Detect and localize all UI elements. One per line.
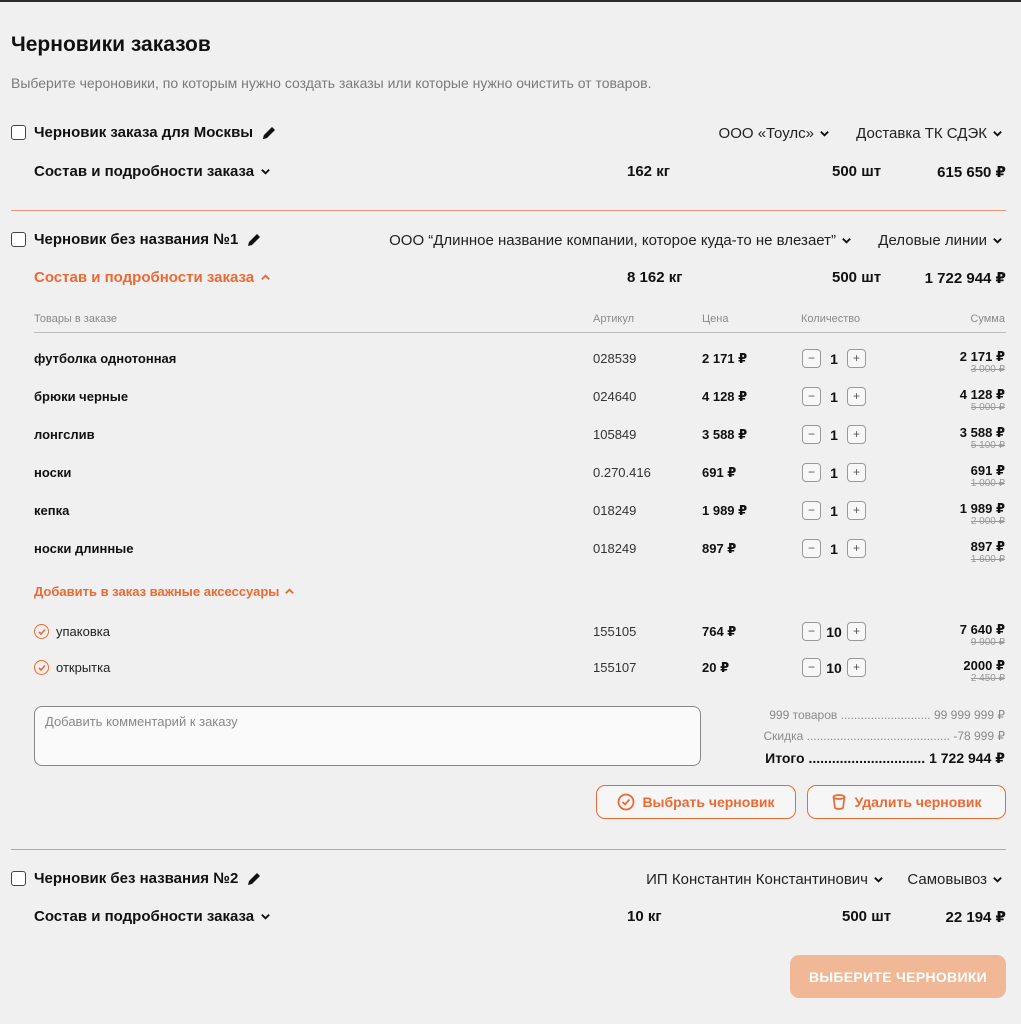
th-price: Цена <box>702 313 729 325</box>
qty-minus-button[interactable]: − <box>802 622 821 641</box>
page-subtitle: Выберите чероновики, по которым нужно создать заказы или которые нужно очистить от товаров. <box>11 75 652 91</box>
qty-minus-button[interactable]: − <box>802 349 821 368</box>
draft-3-checkbox[interactable] <box>11 871 26 886</box>
chevron-down-icon <box>841 235 852 246</box>
product-name: футболка однотонная <box>34 351 177 366</box>
qty-value[interactable]: 10 <box>826 623 842 640</box>
quantity-stepper <box>802 387 866 406</box>
page-title: Черновики заказов <box>11 33 211 56</box>
chevron-down-icon <box>260 911 271 922</box>
table-header-line <box>34 332 1006 333</box>
product-price: 20 ₽ <box>702 660 730 675</box>
qty-value[interactable]: 1 <box>830 350 838 367</box>
draft-3-delivery-dropdown[interactable] <box>907 871 1003 888</box>
details-label: Состав и подробности заказа <box>34 163 255 180</box>
product-article: 105849 <box>593 427 637 442</box>
comment-input[interactable] <box>34 706 701 766</box>
sum-old: 3 000 ₽ <box>970 364 1005 375</box>
draft-3-weight: 10 кг <box>627 908 662 925</box>
qty-plus-button[interactable]: + <box>847 463 866 482</box>
sum-old: 1 000 ₽ <box>970 478 1005 489</box>
delete-draft-label: Удалить черновик <box>854 794 982 810</box>
product-sum <box>960 349 1005 375</box>
chevron-down-icon <box>992 128 1003 139</box>
qty-plus-button[interactable]: + <box>847 539 866 558</box>
accessory-label: открытка <box>56 660 111 675</box>
edit-pencil-icon[interactable] <box>261 125 277 141</box>
qty-plus-button[interactable]: + <box>847 501 866 520</box>
accessory-name[interactable] <box>34 624 110 639</box>
draft-2-weight: 8 162 кг <box>627 269 683 286</box>
sum-current: 897 ₽ <box>970 539 1005 554</box>
details-label: Состав и подробности заказа <box>34 908 255 925</box>
product-article: 018249 <box>593 503 637 518</box>
product-sum <box>971 539 1005 565</box>
product-name: брюки черные <box>34 389 129 404</box>
draft-2-count: 500 шт <box>832 269 882 286</box>
draft-3-count: 500 шт <box>842 908 892 925</box>
delivery-label: Самовывоз <box>907 871 987 888</box>
sum-current: 3 588 ₽ <box>959 425 1005 440</box>
qty-minus-button[interactable]: − <box>802 501 821 520</box>
product-sum <box>963 658 1005 684</box>
draft-3-title: Черновик без названия №2 <box>34 870 239 887</box>
product-article: 0.270.416 <box>593 465 651 480</box>
draft-3-company-dropdown[interactable] <box>646 871 884 888</box>
divider <box>11 849 1006 850</box>
qty-plus-button[interactable]: + <box>847 425 866 444</box>
qty-value[interactable]: 1 <box>830 426 838 443</box>
accessory-name[interactable] <box>34 660 110 675</box>
sum-current: 691 ₽ <box>970 463 1005 478</box>
edit-pencil-icon[interactable] <box>246 232 262 248</box>
totals-goods: 999 товаров ........................... 99 999 999 ₽ <box>769 708 1005 722</box>
edit-pencil-icon[interactable] <box>246 871 262 887</box>
totals-grand: Итого .............................. 1 722 944 ₽ <box>765 750 1005 766</box>
quantity-stepper <box>802 658 866 677</box>
quantity-stepper <box>802 501 866 520</box>
select-drafts-main-button[interactable]: ВЫБЕРИТЕ ЧЕРНОВИКИ <box>790 955 1006 998</box>
product-name: кепка <box>34 503 70 518</box>
sum-current: 7 640 ₽ <box>959 622 1005 637</box>
details-label: Состав и подробности заказа <box>34 269 255 286</box>
check-circle-icon[interactable] <box>34 660 49 675</box>
accessories-label: Добавить в заказ важные аксессуары <box>34 584 280 599</box>
product-price: 764 ₽ <box>702 624 737 639</box>
qty-minus-button[interactable]: − <box>802 539 821 558</box>
qty-value[interactable]: 1 <box>830 502 838 519</box>
sum-old: 5 000 ₽ <box>970 402 1005 413</box>
product-price: 3 588 ₽ <box>702 427 748 442</box>
draft-1-total: 615 650 ₽ <box>937 164 1006 181</box>
product-name: лонгслив <box>34 427 95 442</box>
product-price: 691 ₽ <box>702 465 737 480</box>
th-article: Артикул <box>593 313 635 325</box>
draft-2-company-dropdown[interactable] <box>389 232 852 249</box>
draft-2-header <box>11 231 262 248</box>
product-sum <box>960 501 1005 527</box>
qty-minus-button[interactable]: − <box>802 658 821 677</box>
draft-1-details-toggle[interactable] <box>34 163 271 180</box>
product-price: 1 989 ₽ <box>702 503 748 518</box>
draft-1-delivery-dropdown[interactable] <box>856 125 1003 142</box>
draft-2-details-toggle[interactable] <box>34 269 271 286</box>
chevron-down-icon <box>992 874 1003 885</box>
th-quantity: Количество <box>801 313 861 325</box>
quantity-stepper <box>802 463 866 482</box>
sum-old: 2 450 ₽ <box>970 673 1005 684</box>
product-price: 4 128 ₽ <box>702 389 748 404</box>
accessory-label: упаковка <box>56 624 110 639</box>
draft-1-checkbox[interactable] <box>11 125 26 140</box>
trash-icon <box>831 793 847 811</box>
delete-draft-button[interactable] <box>807 785 1006 819</box>
product-price: 2 171 ₽ <box>702 351 748 366</box>
product-sum <box>960 622 1005 648</box>
company-label: ООО «Тоулс» <box>718 125 814 142</box>
product-article: 028539 <box>593 351 637 366</box>
draft-3-details-toggle[interactable] <box>34 908 271 925</box>
sum-old: 9 900 ₽ <box>970 637 1005 648</box>
sum-current: 1 989 ₽ <box>959 501 1005 516</box>
qty-plus-button[interactable]: + <box>847 658 866 677</box>
delivery-label: Деловые линии <box>878 232 987 249</box>
product-sum <box>960 387 1005 413</box>
product-name: носки длинные <box>34 541 134 556</box>
check-circle-icon <box>617 793 635 811</box>
product-article: 018249 <box>593 541 637 556</box>
delivery-label: Доставка ТК СДЭК <box>856 125 987 142</box>
draft-2-total: 1 722 944 ₽ <box>924 270 1006 287</box>
product-article: 024640 <box>593 389 637 404</box>
sum-current: 4 128 ₽ <box>959 387 1005 402</box>
product-sum <box>971 463 1005 489</box>
product-name: носки <box>34 465 72 480</box>
sum-old: 5 100 ₽ <box>970 440 1005 451</box>
quantity-stepper <box>802 622 866 641</box>
sum-old: 2 000 ₽ <box>970 516 1005 527</box>
th-name: Товары в заказе <box>34 313 118 325</box>
quantity-stepper <box>802 349 866 368</box>
qty-minus-button[interactable]: − <box>802 463 821 482</box>
qty-plus-button[interactable]: + <box>847 349 866 368</box>
draft-2-title: Черновик без названия №1 <box>34 231 239 248</box>
divider <box>11 210 1006 211</box>
product-article: 155105 <box>593 624 637 639</box>
sum-current: 2 171 ₽ <box>959 349 1005 364</box>
draft-1-count: 500 шт <box>832 163 882 180</box>
product-price: 897 ₽ <box>702 541 737 556</box>
product-article: 155107 <box>593 660 637 675</box>
qty-minus-button[interactable]: − <box>802 387 821 406</box>
draft-3-header <box>11 870 262 887</box>
th-sum: Сумма <box>970 313 1005 325</box>
qty-value[interactable]: 10 <box>826 659 842 676</box>
quantity-stepper <box>802 539 866 558</box>
draft-2-checkbox[interactable] <box>11 232 26 247</box>
select-draft-label: Выбрать черновик <box>642 794 775 810</box>
qty-value[interactable]: 1 <box>830 540 838 557</box>
company-label: ООО “Длинное название компании, которое куда-то не влезает” <box>389 232 836 249</box>
sum-current: 2000 ₽ <box>963 658 1005 673</box>
chevron-down-icon <box>819 128 830 139</box>
chevron-up-icon <box>260 272 271 283</box>
quantity-stepper <box>802 425 866 444</box>
accessories-toggle[interactable] <box>34 584 295 599</box>
draft-1-weight: 162 кг <box>627 163 670 180</box>
chevron-down-icon <box>873 874 884 885</box>
chevron-down-icon <box>992 235 1003 246</box>
chevron-down-icon <box>260 166 271 177</box>
qty-plus-button[interactable]: + <box>847 622 866 641</box>
sum-old: 1 600 ₽ <box>970 554 1005 565</box>
totals-discount: Скидка ........................................... -78 999 ₽ <box>763 729 1005 743</box>
select-draft-button[interactable] <box>596 785 796 819</box>
window-top-border <box>0 0 1021 2</box>
chevron-up-icon <box>284 586 295 597</box>
company-label: ИП Константин Константинович <box>646 871 868 888</box>
qty-value[interactable]: 1 <box>830 388 838 405</box>
draft-1-header <box>11 124 277 141</box>
qty-value[interactable]: 1 <box>830 464 838 481</box>
draft-1-title: Черновик заказа для Москвы <box>34 124 254 141</box>
qty-plus-button[interactable]: + <box>847 387 866 406</box>
draft-1-company-dropdown[interactable] <box>719 125 830 142</box>
draft-3-total: 22 194 ₽ <box>945 909 1006 926</box>
check-circle-icon[interactable] <box>34 624 49 639</box>
product-sum <box>960 425 1005 451</box>
qty-minus-button[interactable]: − <box>802 425 821 444</box>
draft-2-delivery-dropdown[interactable] <box>878 232 1003 249</box>
